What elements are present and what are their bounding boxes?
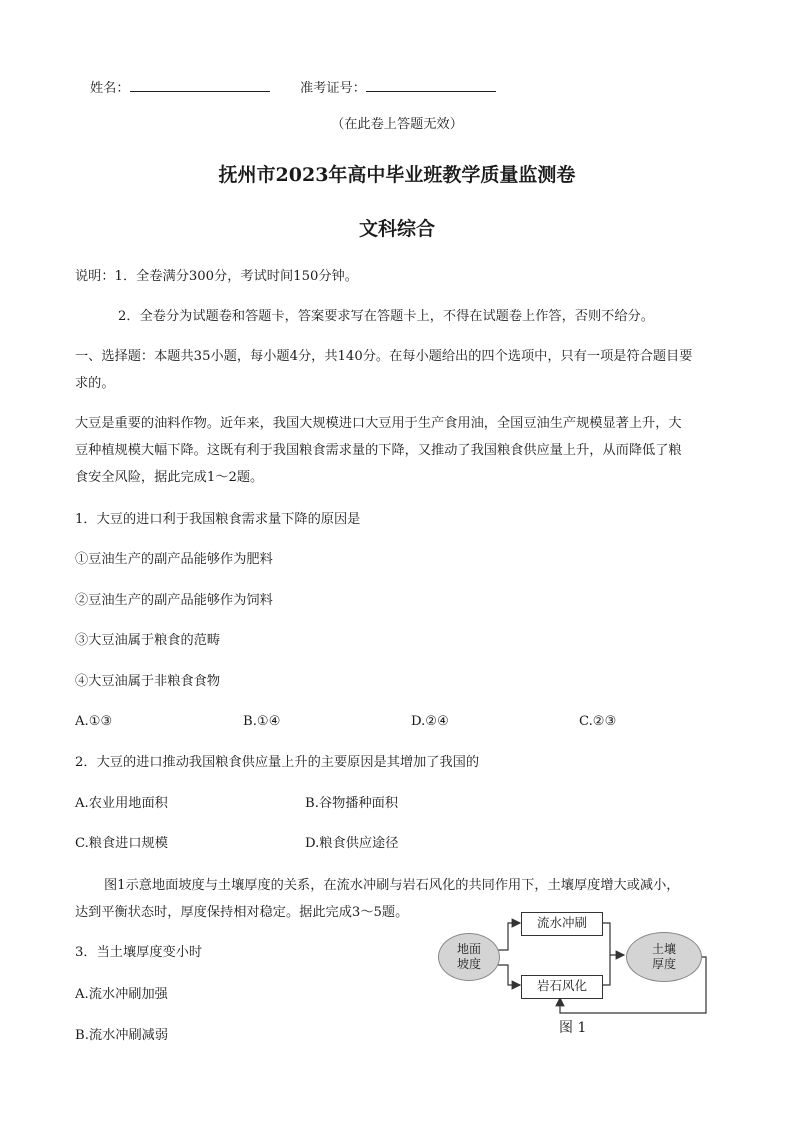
q1-stem: 1．大豆的进口利于我国粮食需求量下降的原因是	[75, 512, 361, 527]
paper-title: 抚州市2023年高中毕业班教学质量监测卷	[218, 164, 576, 186]
figure-1	[434, 905, 724, 1040]
exam-number-label: 准考证号：	[300, 81, 366, 96]
exam-number-row	[300, 77, 496, 98]
slope-label-1: 地面	[456, 942, 481, 956]
name-blank	[130, 77, 270, 92]
q3-option-b: B.流水冲刷减弱	[75, 1028, 169, 1043]
q2-option-a: A.农业用地面积	[75, 796, 168, 811]
q1-item-4: ④大豆油属于非粮食食物	[75, 674, 221, 689]
q2-option-b: B.谷物播种面积	[305, 796, 399, 811]
q2-option-d: D.粮食供应途径	[305, 836, 399, 851]
paper-subtitle: 文科综合	[358, 218, 435, 240]
name-row	[90, 77, 270, 98]
q1-item-1: ①豆油生产的副产品能够作为肥料	[75, 552, 273, 567]
q1-item-2: ②豆油生产的副产品能够作为饲料	[75, 593, 273, 608]
section-heading-line1: 一、选择题：本题共35小题，每小题4分，共140分。在每小题给出的四个选项中，只有一项是符合题目要	[75, 349, 693, 364]
invalid-notice: （在此卷上答题无效）	[331, 117, 463, 132]
erosion-box: 流水冲刷	[521, 912, 603, 936]
instruction-1: 说明：1．全卷满分300分，考试时间150分钟。	[75, 269, 358, 284]
q2-stem: 2．大豆的进口推动我国粮食供应量上升的主要原因是其增加了我国的	[75, 755, 480, 770]
q3-option-a: A.流水冲刷加强	[75, 987, 168, 1002]
soil-label-1: 土壤	[651, 942, 676, 956]
soil-label-2: 厚度	[651, 957, 676, 971]
q1-option-d: D.②④	[411, 714, 449, 729]
q1-option-b: B.①④	[243, 714, 281, 729]
q1-item-3: ③大豆油属于粮食的范畴	[75, 633, 221, 648]
q1-option-c: C.②③	[579, 714, 617, 729]
passage1-line3: 食安全风险，据此完成1～2题。	[75, 470, 264, 485]
slope-oval	[438, 933, 500, 981]
figure-caption: 图 1	[559, 1020, 587, 1036]
soil-oval	[626, 932, 702, 982]
name-label: 姓名：	[90, 81, 130, 96]
q2-option-c: C.粮食进口规模	[75, 836, 168, 851]
exam-number-blank	[366, 77, 496, 92]
slope-label-2: 坡度	[456, 957, 481, 971]
passage2-line2: 达到平衡状态时，厚度保持相对稳定。据此完成3～5题。	[75, 905, 409, 920]
passage1-line1: 大豆是重要的油料作物。近年来，我国大规模进口大豆用于生产食用油，全国豆油生产规模显著上升，大	[75, 416, 682, 431]
q3-stem: 3．当土壤厚度变小时	[75, 945, 203, 960]
passage1-line2: 豆种植规模大幅下降。这既有利于我国粮食需求量的下降，又推动了我国粮食供应量上升，从而降低了粮	[75, 443, 682, 458]
passage2-line1: 图1示意地面坡度与土壤厚度的关系，在流水冲刷与岩石风化的共同作用下，土壤厚度增大或减小，	[104, 878, 680, 893]
weathering-box: 岩石风化	[521, 975, 603, 999]
q1-option-a: A.①③	[75, 714, 113, 729]
section-heading-line2: 求的。	[75, 376, 115, 391]
instruction-2: 2．全卷分为试题卷和答题卡，答案要求写在答题卡上，不得在试题卷上作答，否则不给分。	[118, 309, 654, 324]
